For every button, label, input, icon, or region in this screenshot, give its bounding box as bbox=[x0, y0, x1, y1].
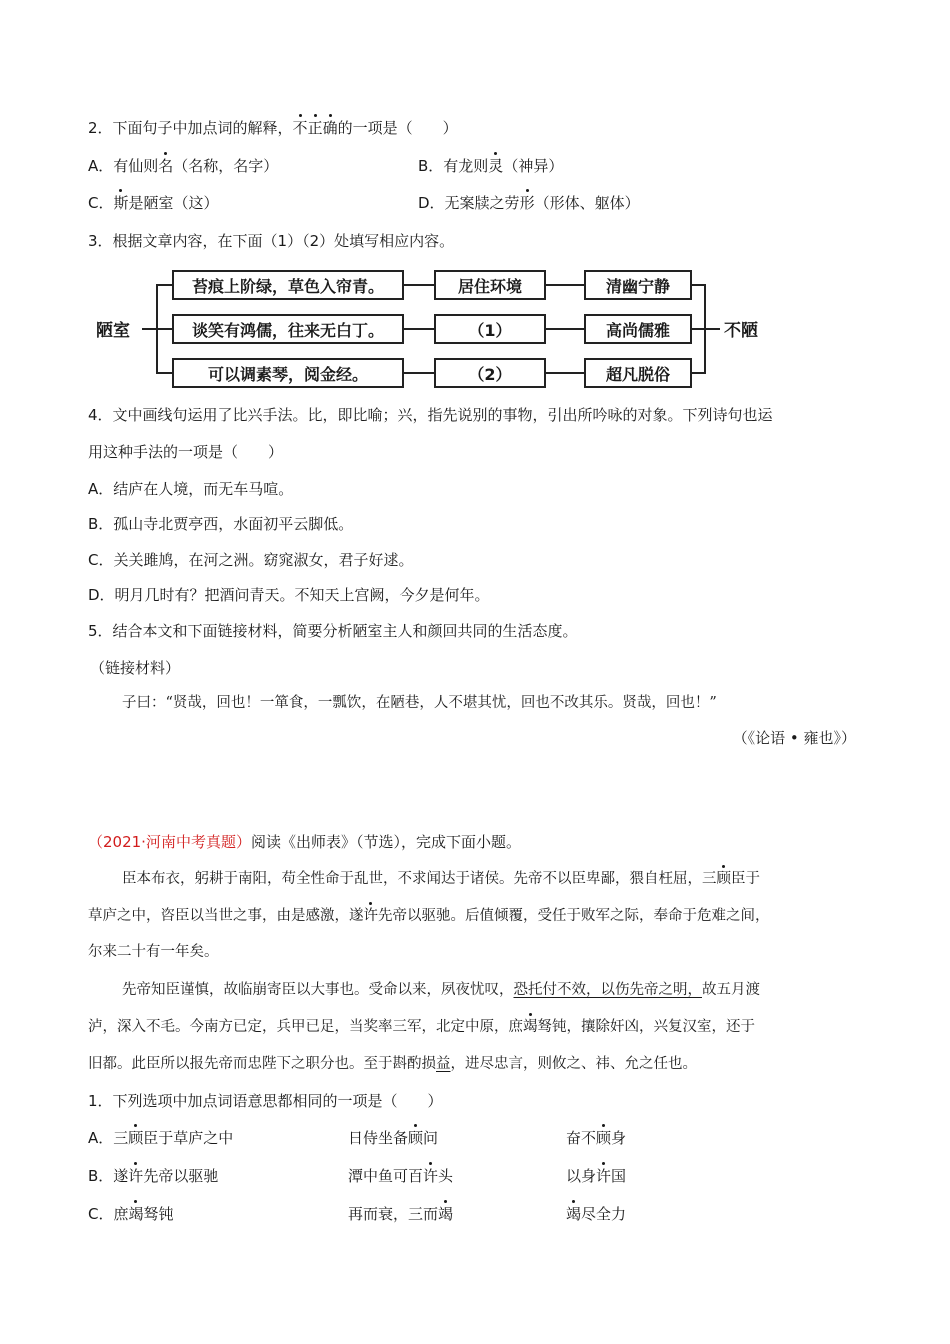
dotted-char: 许 bbox=[596, 1167, 612, 1185]
dotted-char: 形 bbox=[519, 194, 535, 212]
q4-option-b: B．孤山寺北贾亭西，水面初平云脚低。 bbox=[88, 515, 354, 533]
passage-heading: （2021·河南中考真题）阅读《出师表》（节选），完成下面小题。 bbox=[88, 833, 521, 851]
dotted-char: 竭 bbox=[566, 1205, 582, 1223]
dotted-char: 顾 bbox=[128, 1129, 144, 1147]
q1-option-b-col2: 潭中鱼可百许头 bbox=[348, 1167, 454, 1185]
q4-option-d: D．明月几时有？把酒问青天。不知天上宫阙，今夕是何年。 bbox=[88, 586, 490, 604]
q2-option-d: D．无案牍之劳形（形体、躯体） bbox=[418, 194, 640, 212]
dotted-char: 斯 bbox=[113, 194, 129, 212]
q1-option-a-col1: A．三顾臣于草庐之中 bbox=[88, 1129, 234, 1147]
diagram-trait-3: 超凡脱俗 bbox=[584, 358, 692, 388]
dotted-char: 竭 bbox=[438, 1205, 454, 1223]
dotted-char: 名 bbox=[158, 157, 174, 175]
q5-source: （《论语 • 雍也》） bbox=[732, 729, 856, 747]
dotted-char: 顾 bbox=[596, 1129, 612, 1147]
dotted-char: 确 bbox=[322, 119, 338, 137]
q4-stem-line1: 4．文中画线句运用了比兴手法。比，即比喻；兴，指先说别的事物，引出所吟咏的对象。下列诗句也运 bbox=[88, 406, 773, 424]
dotted-char: 许 bbox=[363, 908, 378, 924]
diagram-quote-3: 可以调素琴，阅金经。 bbox=[172, 358, 404, 388]
dotted-char: 许 bbox=[423, 1167, 439, 1185]
q5-quote: 子曰：“贤哉，回也！一箪食，一瓢饮，在陋巷，人不堪其忧，回也不改其乐。贤哉，回也！” bbox=[122, 695, 717, 711]
q2-stem: 2．下面句子中加点词的解释，不正确的一项是（ ） bbox=[88, 119, 458, 137]
passage-p1-line3: 尔来二十有一年矣。 bbox=[88, 944, 219, 960]
diagram-quote-1: 苔痕上阶绿，草色入帘青。 bbox=[172, 270, 404, 300]
passage-p2-line3: 旧都。此臣所以报先帝而忠陛下之职分也。至于斟酌损益，进尽忠言，则攸之、祎、允之任也。 bbox=[88, 1056, 697, 1072]
diagram-left-label: 陋室 bbox=[96, 321, 130, 341]
passage-p2-line1: 先帝知臣谨慎，故临崩寄臣以大事也。受命以来，夙夜忧叹，恐托付不效，以伤先帝之明，故五月渡 bbox=[122, 982, 760, 998]
diagram-connector bbox=[404, 372, 434, 374]
dotted-char: 灵 bbox=[488, 157, 504, 175]
q1-stem: 1．下列选项中加点词语意思都相同的一项是（ ） bbox=[88, 1092, 443, 1110]
dotted-char: 顾 bbox=[716, 871, 731, 887]
underlined-char: 益 bbox=[436, 1056, 451, 1072]
q1-option-a-col3: 奋不顾身 bbox=[566, 1129, 627, 1147]
diagram-trait-2: 高尚儒雅 bbox=[584, 314, 692, 344]
diagram-connector bbox=[546, 328, 584, 330]
diagram-connector bbox=[404, 328, 434, 330]
q2-option-c: C．斯是陋室（这） bbox=[88, 194, 219, 212]
diagram-quote-2: 谈笑有鸿儒，往来无白丁。 bbox=[172, 314, 404, 344]
q5-material-label: （链接材料） bbox=[90, 659, 181, 677]
q1-option-b-col3: 以身许国 bbox=[566, 1167, 627, 1185]
dotted-char: 不 bbox=[292, 119, 308, 137]
q2-option-a: A．有仙则名（名称，名字） bbox=[88, 157, 279, 175]
q5-stem: 5．结合本文和下面链接材料，简要分析陋室主人和颜回共同的生活态度。 bbox=[88, 622, 578, 640]
diagram-connector bbox=[706, 328, 720, 330]
dotted-char: 正 bbox=[307, 119, 323, 137]
diagram-right-label: 不陋 bbox=[724, 321, 758, 341]
q3-stem: 3．根据文章内容，在下面（1）（2）处填写相应内容。 bbox=[88, 232, 455, 250]
dotted-char: 许 bbox=[128, 1167, 144, 1185]
passage-p1-line2: 草庐之中，咨臣以当世之事，由是感激，遂许先帝以驱驰。后值倾覆，受任于败军之际，奉命于危难之间， bbox=[88, 908, 770, 924]
dotted-char: 竭 bbox=[128, 1205, 144, 1223]
dotted-char: 顾 bbox=[408, 1129, 424, 1147]
q1-option-a-col2: 日侍坐备顾问 bbox=[348, 1129, 439, 1147]
diagram-connector bbox=[546, 372, 584, 374]
q2-option-b: B．有龙则灵（神异） bbox=[418, 157, 564, 175]
diagram-aspect-3: （2） bbox=[434, 358, 546, 388]
q4-option-a: A．结庐在人境，而无车马喧。 bbox=[88, 480, 294, 498]
diagram-connector bbox=[156, 284, 172, 286]
diagram-aspect-1: 居住环境 bbox=[434, 270, 546, 300]
diagram-aspect-2: （1） bbox=[434, 314, 546, 344]
diagram-connector bbox=[156, 328, 172, 330]
q1-option-c-col3: 竭尽全力 bbox=[566, 1205, 627, 1223]
diagram-trait-1: 清幽宁静 bbox=[584, 270, 692, 300]
diagram-connector bbox=[404, 284, 434, 286]
q3-diagram bbox=[96, 268, 776, 392]
q4-stem-line2: 用这种手法的一项是（ ） bbox=[88, 443, 284, 461]
underlined-sentence: 恐托付不效，以伤先帝之明， bbox=[513, 982, 702, 998]
passage-p2-line2: 泸，深入不毛。今南方已定，兵甲已足，当奖率三军，北定中原，庶竭驽钝，攘除奸凶，兴复汉室，还于 bbox=[88, 1019, 755, 1035]
q1-option-b-col1: B．遂许先帝以驱驰 bbox=[88, 1167, 219, 1185]
passage-p1-line1: 臣本布衣，躬耕于南阳，苟全性命于乱世，不求闻达于诸侯。先帝不以臣卑鄙，猥自枉屈，三顾臣于 bbox=[122, 871, 760, 887]
diagram-connector bbox=[546, 284, 584, 286]
exam-tag: （2021·河南中考真题） bbox=[88, 833, 251, 851]
diagram-connector bbox=[142, 328, 156, 330]
dotted-char: 竭 bbox=[523, 1019, 538, 1035]
q1-option-c-col2: 再而衰，三而竭 bbox=[348, 1205, 454, 1223]
q1-option-c-col1: C．庶竭驽钝 bbox=[88, 1205, 174, 1223]
q4-option-c: C．关关雎鸠，在河之洲。窈窕淑女，君子好逑。 bbox=[88, 551, 414, 569]
diagram-connector bbox=[156, 372, 172, 374]
